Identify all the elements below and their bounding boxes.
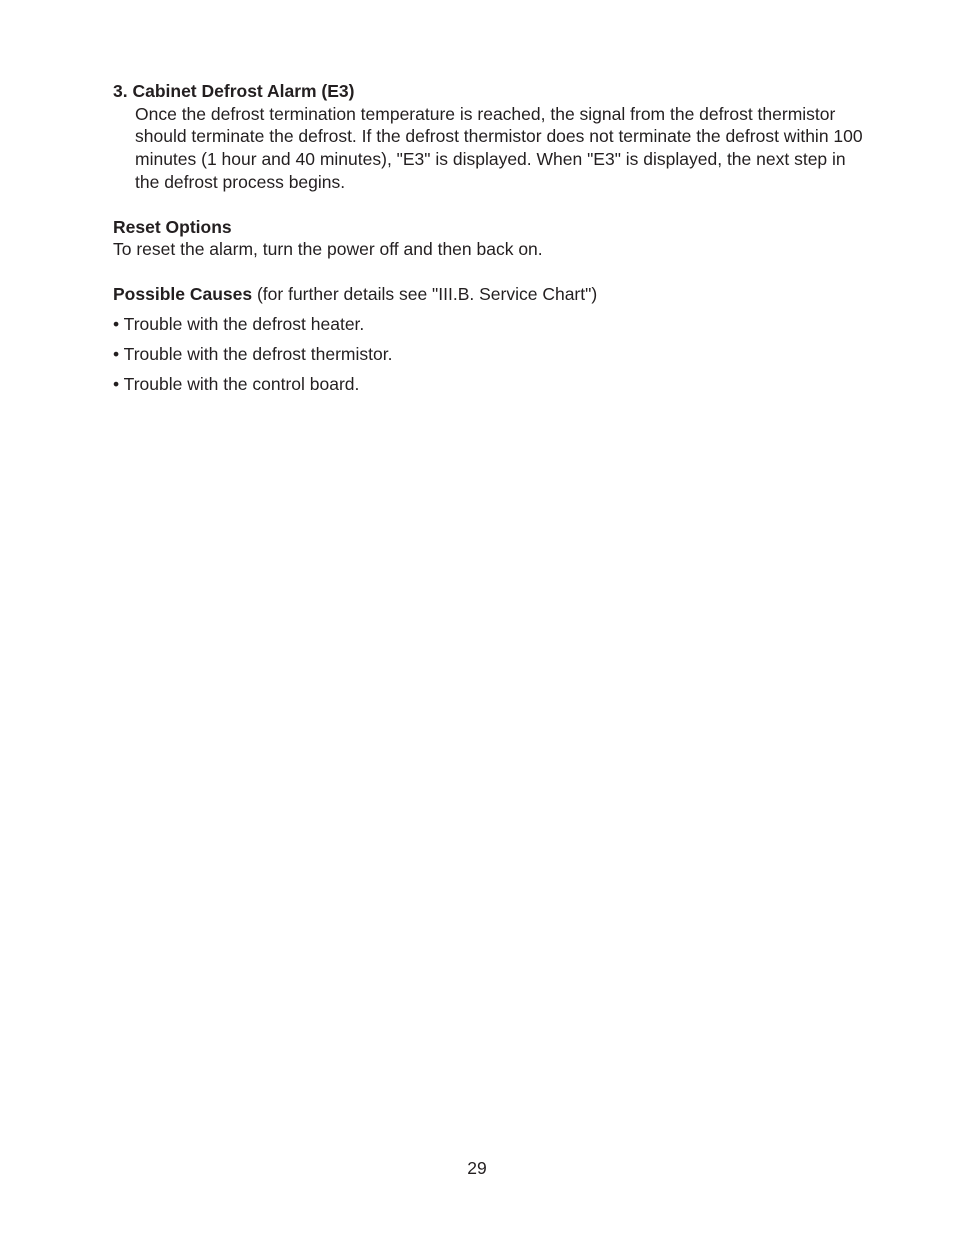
- page-content: [113, 80, 873, 404]
- section-heading: 3. Cabinet Defrost Alarm (E3): [113, 81, 355, 101]
- list-item: • Trouble with the defrost thermistor.: [113, 343, 393, 364]
- section-body: Once the defrost termination temperature is reached, the signal from the defrost thermistor should terminate the defrost. If the defrost thermistor does not terminate the defrost within 100 minutes (1 hour and 40 minutes), "E3" is displayed. When "E3" is displayed, the next step in the defrost process begins.: [135, 103, 863, 192]
- possible-causes-note: (for further details see "III.B. Service Chart"): [252, 283, 598, 304]
- list-item: • Trouble with the defrost heater.: [113, 313, 365, 334]
- reset-options-text: To reset the alarm, turn the power off and then back on.: [113, 239, 543, 260]
- reset-options-heading: Reset Options: [113, 216, 232, 237]
- list-item: • Trouble with the control board.: [113, 374, 360, 395]
- possible-causes-block: [113, 283, 873, 396]
- possible-causes-list: [113, 313, 873, 396]
- reset-options-block: [113, 216, 873, 261]
- possible-causes-heading: Possible Causes: [113, 283, 253, 304]
- possible-causes-line: [113, 283, 873, 306]
- page-number: 29: [467, 1158, 487, 1178]
